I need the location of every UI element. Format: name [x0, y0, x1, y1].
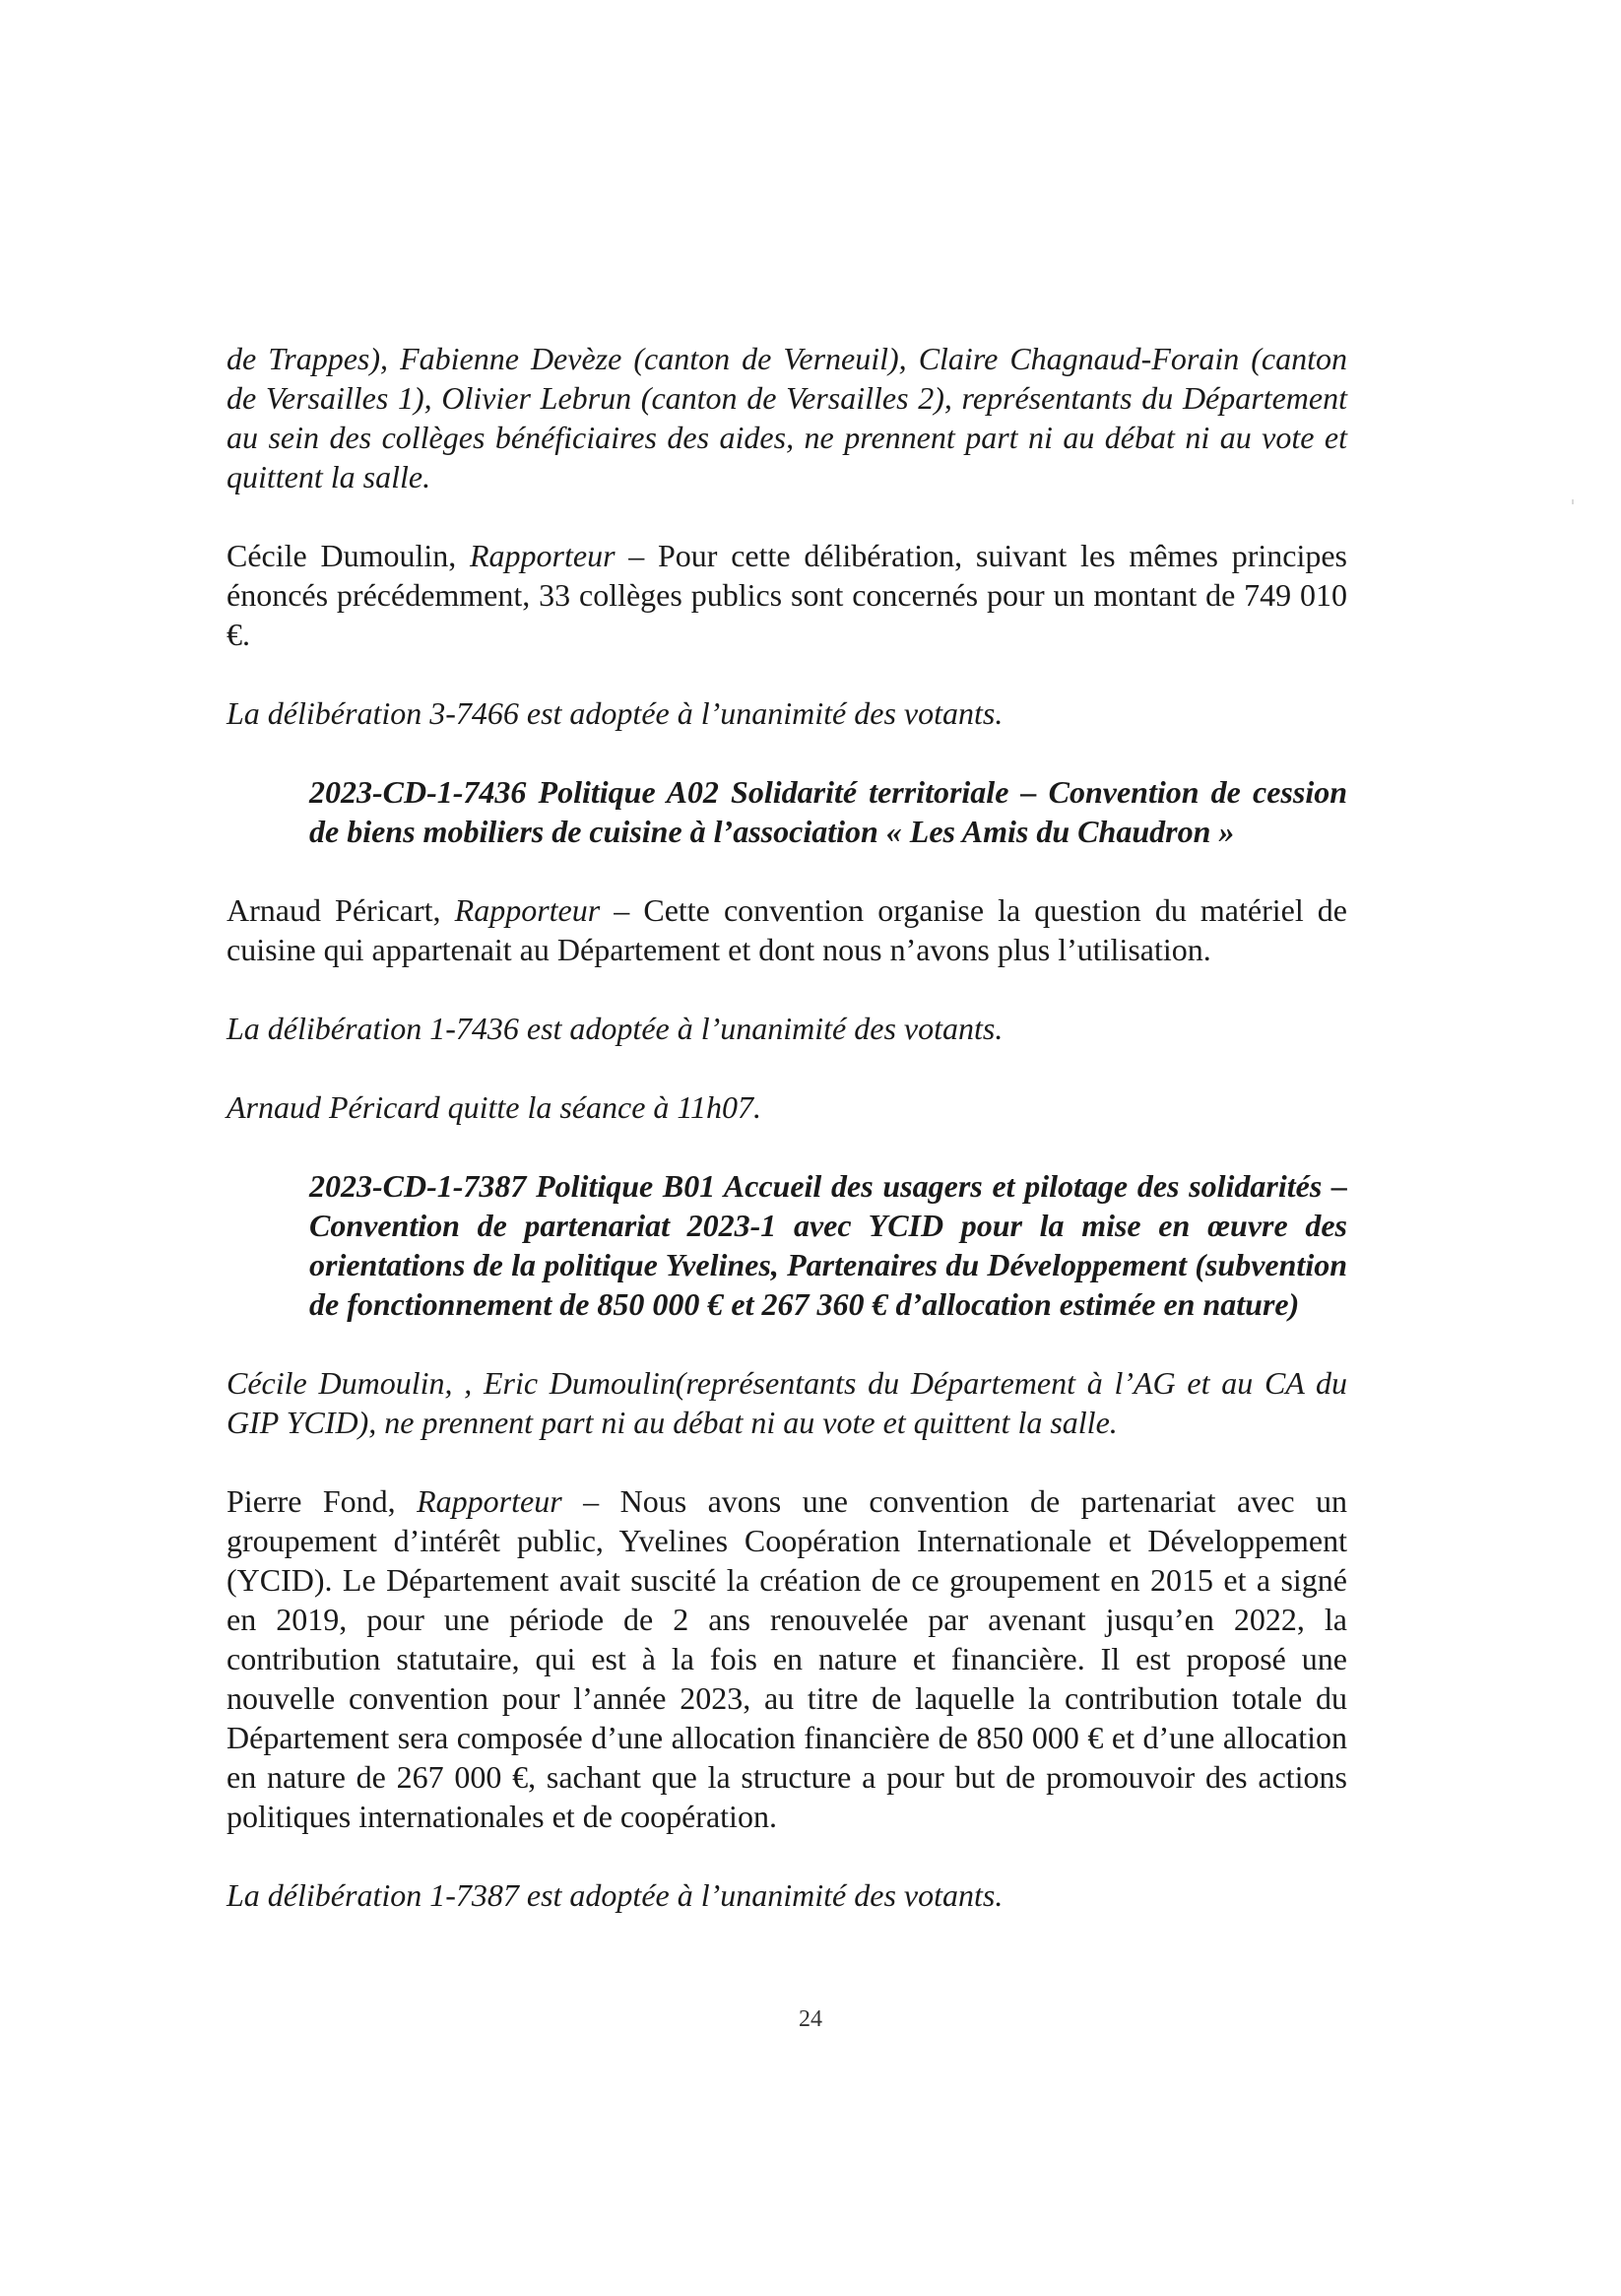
vote-result-1-7436: La délibération 1-7436 est adoptée à l’unanimité des votants.: [227, 1011, 1004, 1046]
statement-text: – Pour cette délibération, suivant les mêmes principes énoncés précédemment, 33 collèges publics sont concernés pour un montant de 749 010 €.: [227, 538, 1347, 652]
agenda-item-heading-7436: 2023-CD-1-7436 Politique A02 Solidarité territoriale – Convention de cession de biens mobiliers de cuisine à l’association « Les Amis du Chaudron »: [309, 774, 1347, 849]
agenda-item-heading-7387: 2023-CD-1-7387 Politique B01 Accueil des usagers et pilotage des solidarités – Convention de partenariat 2023-1 avec YCID pour la mise en œuvre des orientations de la politique Yvelines, Partenaires du Développement (subvention de fonctionnement de 850 000 € et 267 360 € d’allocation estimée en nature): [309, 1168, 1347, 1322]
rapporteur-statement-7387: [227, 1481, 1347, 1836]
speaker-name: Pierre Fond,: [227, 1483, 418, 1519]
statement-text: – Nous avons une convention de partenariat avec un groupement d’intérêt public, Yvelines Coopération Internationale et Développement (YCID). Le Département avait suscité la création de ce groupement en 2015 et a signé en 2019, pour une période de 2 ans renouvelée par avenant jusqu’en 2022, la contribution statutaire, qui est à la fois en nature et financière. Il est proposé une nouvelle convention pour l’année 2023, au titre de laquelle la contribution totale du Département sera composée d’une allocation financière de 850 000 € et d’une allocation en nature de 267 000 €, sachant que la structure a pour but de promouvoir des actions politiques internationales et de coopération.: [227, 1483, 1348, 1834]
vote-result-1-7387: La délibération 1-7387 est adoptée à l’unanimité des votants.: [227, 1877, 1004, 1913]
speaker-name: Cécile Dumoulin,: [227, 538, 470, 573]
rapporteur-statement-colleges: [227, 536, 1347, 654]
speaker-role: Rapporteur: [454, 892, 601, 928]
attendance-note-colleges: de Trappes), Fabienne Devèze (canton de Verneuil), Claire Chagnaud-Forain (canton de Versailles 1), Olivier Lebrun (canton de Versailles 2), représentants du Département au sein des collèges bénéficiaires des aides, ne prennent part ni au débat ni au vote et quittent la salle.: [227, 341, 1347, 494]
scan-margin-mark: [1572, 499, 1574, 504]
page-number: 24: [799, 2006, 822, 2032]
rapporteur-statement-7436: [227, 890, 1347, 969]
statement-text: – Cette convention organise la question du matériel de cuisine qui appartenait au Département et dont nous n’avons plus l’utilisation.: [227, 892, 1348, 967]
page-content: [227, 339, 1347, 1954]
speaker-name: Arnaud Péricart,: [227, 892, 455, 928]
departure-note: Arnaud Péricard quitte la séance à 11h07.: [227, 1089, 762, 1125]
speaker-role: Rapporteur: [469, 538, 616, 573]
vote-result-3-7466: La délibération 3-7466 est adoptée à l’unanimité des votants.: [227, 695, 1004, 731]
attendance-note-ycid: Cécile Dumoulin, , Eric Dumoulin(représentants du Département à l’AG et au CA du GIP YCID), ne prennent part ni au débat ni au vote et quittent la salle.: [227, 1365, 1347, 1440]
speaker-role: Rapporteur: [417, 1483, 562, 1519]
